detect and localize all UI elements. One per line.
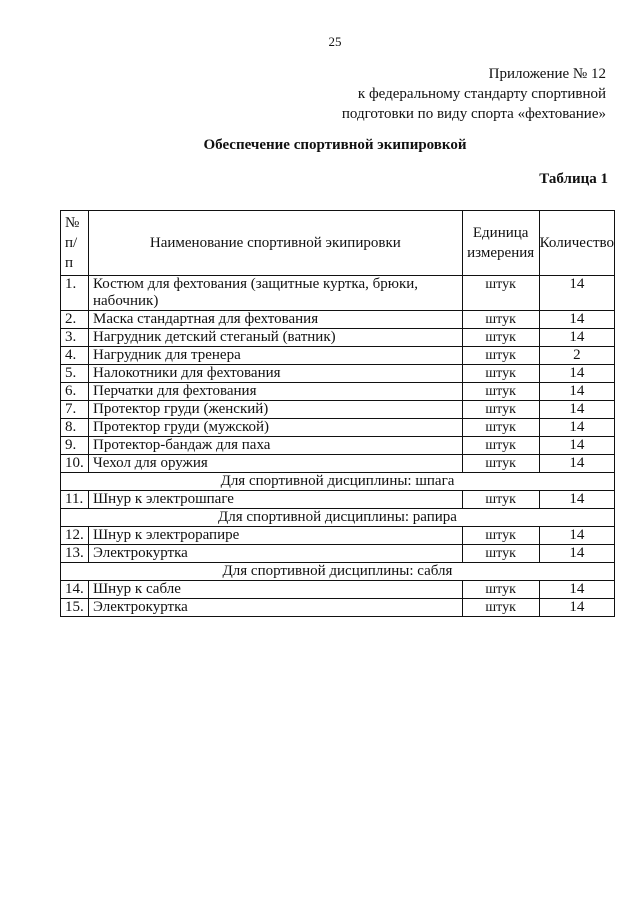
row-num: 15.: [61, 599, 89, 617]
row-name: Шнур к электрорапире: [89, 527, 463, 545]
row-num: 11.: [61, 491, 89, 509]
row-qty: 14: [539, 311, 614, 329]
row-qty: 14: [539, 365, 614, 383]
row-unit: штук: [462, 419, 539, 437]
row-qty: 14: [539, 401, 614, 419]
row-unit: штук: [462, 347, 539, 365]
header-unit-line1: Единица: [472, 225, 529, 241]
row-qty: 14: [539, 276, 614, 311]
table-row: [61, 491, 615, 509]
table-row: [61, 365, 615, 383]
row-name: Нагрудник детский стеганый (ватник): [89, 329, 463, 347]
table-row: [61, 276, 615, 311]
row-qty: 14: [539, 527, 614, 545]
row-name: Чехол для оружия: [89, 455, 463, 473]
table-row: [61, 527, 615, 545]
appendix-line-2: к федеральному стандарту спортивной: [357, 86, 606, 102]
section-row: [61, 563, 615, 581]
row-name: Электрокуртка: [89, 599, 463, 617]
table-header-row: [61, 211, 615, 276]
row-unit: штук: [462, 329, 539, 347]
row-unit: штук: [462, 455, 539, 473]
section-row: [61, 509, 615, 527]
document-title: Обеспечение спортивной экипировкой: [203, 137, 467, 153]
equipment-table: [60, 210, 615, 617]
appendix-header: [342, 64, 606, 124]
row-unit: штук: [462, 437, 539, 455]
header-qty: Количество: [539, 211, 614, 276]
header-name: Наименование спортивной экипировки: [89, 211, 463, 276]
table-row: [61, 383, 615, 401]
row-unit: штук: [462, 365, 539, 383]
table-row: [61, 401, 615, 419]
row-unit: штук: [462, 599, 539, 617]
header-unit-line2: измерения: [467, 245, 535, 261]
appendix-line-1: Приложение № 12: [488, 66, 606, 82]
row-name: Нагрудник для тренера: [89, 347, 463, 365]
table-row: [61, 581, 615, 599]
row-unit: штук: [462, 276, 539, 311]
appendix-line-3: подготовки по виду спорта «фехтование»: [341, 106, 606, 122]
row-name: Электрокуртка: [89, 545, 463, 563]
table-row: [61, 329, 615, 347]
header-num-line2: п/п: [65, 235, 78, 271]
row-name: Маска стандартная для фехтования: [89, 311, 463, 329]
header-num-line1: №: [65, 215, 80, 231]
header-unit: [462, 211, 539, 276]
row-unit: штук: [462, 491, 539, 509]
row-num: 12.: [61, 527, 89, 545]
table-row: [61, 437, 615, 455]
section-heading: Для спортивной дисциплины: сабля: [61, 563, 615, 581]
row-name: Костюм для фехтования (защитные куртка, брюки, набочник): [89, 276, 463, 311]
table-row: [61, 455, 615, 473]
page-number: 25: [328, 34, 342, 49]
row-unit: штук: [462, 545, 539, 563]
row-name: Протектор груди (женский): [89, 401, 463, 419]
table-row: [61, 419, 615, 437]
row-unit: штук: [462, 527, 539, 545]
row-num: 9.: [61, 437, 89, 455]
row-num: 3.: [61, 329, 89, 347]
row-unit: штук: [462, 401, 539, 419]
row-qty: 2: [539, 347, 614, 365]
table-label: Таблица 1: [539, 171, 608, 187]
row-num: 13.: [61, 545, 89, 563]
row-qty: 14: [539, 383, 614, 401]
row-num: 10.: [61, 455, 89, 473]
row-qty: 14: [539, 599, 614, 617]
row-qty: 14: [539, 437, 614, 455]
row-qty: 14: [539, 455, 614, 473]
table-row: [61, 599, 615, 617]
row-num: 14.: [61, 581, 89, 599]
row-qty: 14: [539, 545, 614, 563]
section-row: [61, 473, 615, 491]
row-num: 2.: [61, 311, 89, 329]
row-num: 6.: [61, 383, 89, 401]
header-num: [61, 211, 89, 276]
row-unit: штук: [462, 311, 539, 329]
table-row: [61, 545, 615, 563]
row-qty: 14: [539, 581, 614, 599]
row-name: Налокотники для фехтования: [89, 365, 463, 383]
row-unit: штук: [462, 581, 539, 599]
table-row: [61, 311, 615, 329]
row-num: 5.: [61, 365, 89, 383]
row-num: 1.: [61, 276, 89, 311]
row-num: 7.: [61, 401, 89, 419]
row-qty: 14: [539, 491, 614, 509]
row-name: Шнур к сабле: [89, 581, 463, 599]
row-name: Перчатки для фехтования: [89, 383, 463, 401]
row-name: Шнур к электрошпаге: [89, 491, 463, 509]
row-qty: 14: [539, 329, 614, 347]
section-heading: Для спортивной дисциплины: шпага: [61, 473, 615, 491]
row-qty: 14: [539, 419, 614, 437]
section-heading: Для спортивной дисциплины: рапира: [61, 509, 615, 527]
row-name: Протектор груди (мужской): [89, 419, 463, 437]
row-num: 4.: [61, 347, 89, 365]
row-name: Протектор-бандаж для паха: [89, 437, 463, 455]
row-num: 8.: [61, 419, 89, 437]
table-row: [61, 347, 615, 365]
row-unit: штук: [462, 383, 539, 401]
